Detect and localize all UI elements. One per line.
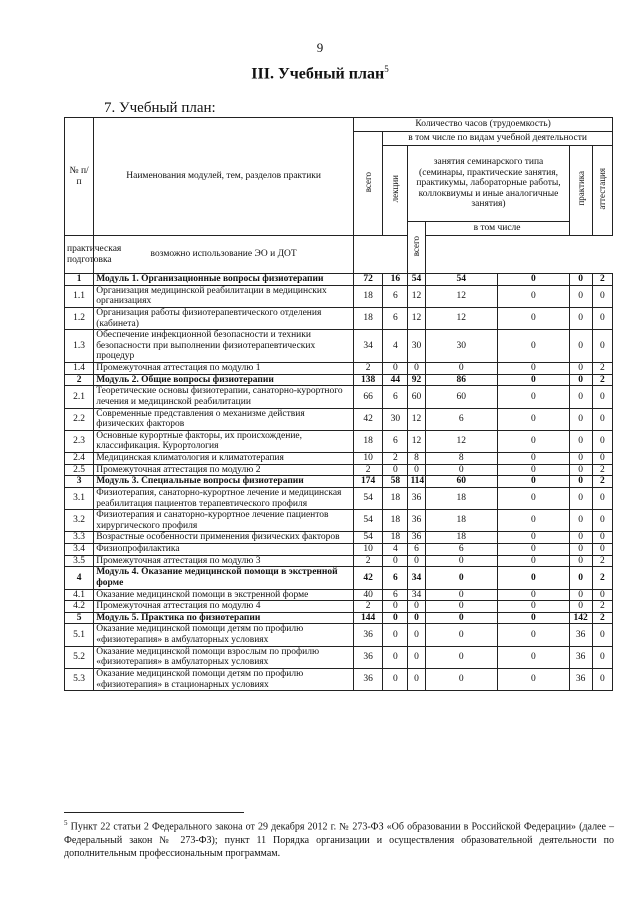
row-sem-total: 34 — [408, 589, 425, 601]
row-name: Модуль 2. Общие вопросы физиотерапии — [94, 374, 354, 386]
row-eo-dot: 0 — [498, 544, 570, 556]
table-row — [65, 601, 613, 613]
row-attestation: 2 — [592, 612, 612, 624]
table-row — [65, 668, 613, 690]
row-eo-dot: 0 — [498, 601, 570, 613]
row-name: Организация работы физиотерапевтического отделения (кабинета) — [94, 307, 354, 329]
footnote-text: Пункт 22 статьи 2 Федерального закона от 29 декабря 2012 г. № 273-ФЗ «Об образовании в Российской Федерации» (далее – Федеральный закон № 273-ФЗ); пункт 11 Порядка организации и осуществления образовательной деятельности по дополнительным профессиональным программам. — [64, 821, 615, 859]
row-practical-training: 18 — [425, 510, 498, 532]
row-practice: 0 — [569, 453, 592, 465]
row-practical-training: 54 — [425, 274, 498, 286]
row-sem-total: 8 — [408, 453, 425, 465]
section-title — [0, 64, 640, 83]
row-code: 1.1 — [65, 285, 94, 307]
row-practical-training: 0 — [425, 646, 498, 668]
row-lectures: 0 — [383, 646, 408, 668]
row-practice: 0 — [569, 555, 592, 567]
row-total: 66 — [354, 386, 383, 408]
row-total: 138 — [354, 374, 383, 386]
footnote-ref[interactable]: 5 — [384, 64, 389, 74]
row-total: 36 — [354, 668, 383, 690]
table-row — [65, 363, 613, 375]
row-sem-total: 0 — [408, 646, 425, 668]
table-row — [65, 386, 613, 408]
header-practice — [569, 146, 592, 236]
row-sem-total: 0 — [408, 363, 425, 375]
row-lectures: 0 — [383, 612, 408, 624]
row-lectures: 18 — [383, 510, 408, 532]
footnote-mark: 5 — [64, 819, 68, 827]
row-total: 174 — [354, 476, 383, 488]
row-attestation: 0 — [592, 430, 612, 452]
row-lectures: 18 — [383, 487, 408, 509]
row-attestation: 0 — [592, 544, 612, 556]
row-practical-training: 0 — [425, 363, 498, 375]
row-attestation: 0 — [592, 510, 612, 532]
row-name: Организация медицинской реабилитации в медицинских организациях — [94, 285, 354, 307]
row-practical-training: 8 — [425, 453, 498, 465]
row-lectures: 44 — [383, 374, 408, 386]
row-practice: 0 — [569, 510, 592, 532]
row-sem-total: 60 — [408, 386, 425, 408]
row-attestation: 2 — [592, 274, 612, 286]
row-lectures: 6 — [383, 430, 408, 452]
row-practice: 142 — [569, 612, 592, 624]
row-lectures: 0 — [383, 464, 408, 476]
row-attestation: 2 — [592, 476, 612, 488]
row-sem-total: 54 — [408, 274, 425, 286]
row-name: Промежуточная аттестация по модулю 3 — [94, 555, 354, 567]
header-total — [354, 132, 383, 236]
row-sem-total: 114 — [408, 476, 425, 488]
page-number: 9 — [316, 40, 324, 55]
row-eo-dot: 0 — [498, 532, 570, 544]
row-total: 2 — [354, 601, 383, 613]
table-body — [65, 274, 613, 691]
row-name: Оказание медицинской помощи детям по профилю «физиотерапия» в амбулаторных условиях — [94, 624, 354, 646]
row-practice: 0 — [569, 307, 592, 329]
row-eo-dot: 0 — [498, 510, 570, 532]
row-practical-training: 18 — [425, 532, 498, 544]
row-sem-total: 0 — [408, 464, 425, 476]
row-practice: 0 — [569, 532, 592, 544]
row-lectures: 16 — [383, 274, 408, 286]
row-code: 4.2 — [65, 601, 94, 613]
table-row — [65, 646, 613, 668]
table-row — [65, 589, 613, 601]
row-name: Физиотерапия, санаторно-курортное лечение и медицинская реабилитация пациентов терапевтического профиля — [94, 487, 354, 509]
table-row — [65, 285, 613, 307]
row-code: 3 — [65, 476, 94, 488]
row-sem-total: 34 — [408, 567, 425, 589]
row-practical-training: 86 — [425, 374, 498, 386]
row-code: 2.2 — [65, 408, 94, 430]
row-practical-training: 30 — [425, 330, 498, 363]
row-eo-dot: 0 — [498, 668, 570, 690]
row-practice: 36 — [569, 646, 592, 668]
row-code: 5 — [65, 612, 94, 624]
row-total: 42 — [354, 567, 383, 589]
row-code: 1.2 — [65, 307, 94, 329]
row-attestation: 0 — [592, 307, 612, 329]
row-lectures: 0 — [383, 601, 408, 613]
row-code: 5.2 — [65, 646, 94, 668]
row-lectures: 4 — [383, 544, 408, 556]
row-practice: 0 — [569, 476, 592, 488]
row-code: 2.5 — [65, 464, 94, 476]
table-row — [65, 510, 613, 532]
header-lectures-text: лекции — [390, 175, 401, 203]
row-code: 3.2 — [65, 510, 94, 532]
table-row — [65, 624, 613, 646]
row-practical-training: 0 — [425, 601, 498, 613]
row-practical-training: 60 — [425, 476, 498, 488]
header-lectures — [383, 146, 408, 236]
header-practice-text: практика — [575, 171, 586, 206]
header-by-type: в том числе по видам учебной деятельности — [383, 132, 613, 146]
row-practice: 0 — [569, 601, 592, 613]
row-total: 36 — [354, 624, 383, 646]
row-name: Оказание медицинской помощи в экстренной форме — [94, 589, 354, 601]
header-sem-total-text: всего — [411, 235, 422, 256]
table-row — [65, 374, 613, 386]
row-eo-dot: 0 — [498, 307, 570, 329]
row-total: 10 — [354, 544, 383, 556]
row-attestation: 0 — [592, 624, 612, 646]
row-eo-dot: 0 — [498, 555, 570, 567]
curriculum-table — [64, 117, 613, 691]
row-eo-dot: 0 — [498, 612, 570, 624]
row-name: Модуль 3. Специальные вопросы физиотерапии — [94, 476, 354, 488]
row-practical-training: 0 — [425, 555, 498, 567]
row-practice: 0 — [569, 363, 592, 375]
row-total: 10 — [354, 453, 383, 465]
row-code: 1 — [65, 274, 94, 286]
row-practical-training: 0 — [425, 589, 498, 601]
row-lectures: 0 — [383, 668, 408, 690]
header-including: в том числе — [425, 222, 569, 236]
row-name: Модуль 4. Оказание медицинской помощи в экстренной форме — [94, 567, 354, 589]
row-code: 4.1 — [65, 589, 94, 601]
row-practice: 36 — [569, 668, 592, 690]
row-practical-training: 0 — [425, 668, 498, 690]
row-practical-training: 0 — [425, 464, 498, 476]
row-code: 1.4 — [65, 363, 94, 375]
row-code: 2.4 — [65, 453, 94, 465]
row-name: Физиотерапия и санаторно-курортное лечение пациентов хирургического профиля — [94, 510, 354, 532]
header-practical-training: практическая подготовка — [65, 236, 94, 274]
row-code: 4 — [65, 567, 94, 589]
row-sem-total: 30 — [408, 330, 425, 363]
row-name: Промежуточная аттестация по модулю 1 — [94, 363, 354, 375]
row-attestation: 0 — [592, 487, 612, 509]
row-total: 2 — [354, 464, 383, 476]
row-practice: 0 — [569, 285, 592, 307]
table-row — [65, 430, 613, 452]
row-sem-total: 0 — [408, 601, 425, 613]
row-lectures: 18 — [383, 532, 408, 544]
row-sem-total: 0 — [408, 624, 425, 646]
row-lectures: 6 — [383, 307, 408, 329]
row-code: 5.3 — [65, 668, 94, 690]
row-practical-training: 0 — [425, 624, 498, 646]
table-row — [65, 274, 613, 286]
row-total: 36 — [354, 646, 383, 668]
row-eo-dot: 0 — [498, 430, 570, 452]
row-eo-dot: 0 — [498, 464, 570, 476]
row-name: Медицинская климатология и климатотерапия — [94, 453, 354, 465]
row-lectures: 6 — [383, 589, 408, 601]
row-name: Оказание медицинской помощи детям по профилю «физиотерапия» в стационарных условиях — [94, 668, 354, 690]
row-code: 5.1 — [65, 624, 94, 646]
row-practice: 0 — [569, 408, 592, 430]
table-row — [65, 487, 613, 509]
row-total: 34 — [354, 330, 383, 363]
row-name: Промежуточная аттестация по модулю 2 — [94, 464, 354, 476]
footnote — [64, 819, 614, 860]
row-sem-total: 0 — [408, 668, 425, 690]
row-total: 2 — [354, 555, 383, 567]
row-practical-training: 60 — [425, 386, 498, 408]
row-attestation: 0 — [592, 408, 612, 430]
row-total: 54 — [354, 487, 383, 509]
row-sem-total: 12 — [408, 408, 425, 430]
row-practical-training: 6 — [425, 544, 498, 556]
header-attestation — [592, 146, 612, 236]
row-total: 144 — [354, 612, 383, 624]
row-attestation: 2 — [592, 601, 612, 613]
row-lectures: 0 — [383, 555, 408, 567]
row-total: 18 — [354, 285, 383, 307]
row-sem-total: 36 — [408, 532, 425, 544]
header-sem-total — [408, 222, 425, 274]
table-row — [65, 464, 613, 476]
row-attestation: 0 — [592, 453, 612, 465]
table-row — [65, 453, 613, 465]
table-row — [65, 544, 613, 556]
row-practice: 0 — [569, 374, 592, 386]
row-total: 18 — [354, 430, 383, 452]
row-eo-dot: 0 — [498, 453, 570, 465]
row-name: Теоретические основы физиотерапии, санаторно-курортного лечения и медицинской реабилитации — [94, 386, 354, 408]
row-practice: 0 — [569, 589, 592, 601]
row-name: Оказание медицинской помощи взрослым по профилю «физиотерапия» в амбулаторных условиях — [94, 646, 354, 668]
row-lectures: 6 — [383, 386, 408, 408]
row-attestation: 2 — [592, 464, 612, 476]
table-row — [65, 408, 613, 430]
row-eo-dot: 0 — [498, 567, 570, 589]
row-practical-training: 0 — [425, 567, 498, 589]
row-practice: 0 — [569, 430, 592, 452]
header-total-text: всего — [363, 171, 374, 192]
row-sem-total: 92 — [408, 374, 425, 386]
row-eo-dot: 0 — [498, 589, 570, 601]
row-total: 42 — [354, 408, 383, 430]
row-total: 72 — [354, 274, 383, 286]
row-attestation: 2 — [592, 374, 612, 386]
table-row — [65, 555, 613, 567]
row-lectures: 2 — [383, 453, 408, 465]
row-eo-dot: 0 — [498, 408, 570, 430]
row-sem-total: 0 — [408, 555, 425, 567]
row-code: 3.4 — [65, 544, 94, 556]
row-name: Основные курортные факторы, их происхождение, классификация. Курортология — [94, 430, 354, 452]
row-eo-dot: 0 — [498, 386, 570, 408]
row-code: 3.3 — [65, 532, 94, 544]
table-row — [65, 307, 613, 329]
row-practice: 0 — [569, 274, 592, 286]
row-lectures: 4 — [383, 330, 408, 363]
row-practice: 36 — [569, 624, 592, 646]
row-eo-dot: 0 — [498, 487, 570, 509]
row-eo-dot: 0 — [498, 374, 570, 386]
row-practical-training: 0 — [425, 612, 498, 624]
row-practice: 0 — [569, 567, 592, 589]
table-row — [65, 330, 613, 363]
footnote-separator — [64, 812, 244, 813]
row-sem-total: 36 — [408, 510, 425, 532]
row-code: 2.3 — [65, 430, 94, 452]
row-eo-dot: 0 — [498, 274, 570, 286]
row-practice: 0 — [569, 487, 592, 509]
row-practical-training: 12 — [425, 285, 498, 307]
row-lectures: 0 — [383, 624, 408, 646]
row-total: 54 — [354, 510, 383, 532]
header-eo-dot: возможно использование ЭО и ДОТ — [94, 236, 354, 274]
row-attestation: 0 — [592, 532, 612, 544]
row-code: 3.5 — [65, 555, 94, 567]
row-sem-total: 36 — [408, 487, 425, 509]
table-row — [65, 532, 613, 544]
row-sem-total: 12 — [408, 430, 425, 452]
row-practice: 0 — [569, 464, 592, 476]
row-lectures: 30 — [383, 408, 408, 430]
row-eo-dot: 0 — [498, 624, 570, 646]
row-practice: 0 — [569, 330, 592, 363]
row-sem-total: 0 — [408, 612, 425, 624]
row-practical-training: 12 — [425, 307, 498, 329]
row-eo-dot: 0 — [498, 330, 570, 363]
row-eo-dot: 0 — [498, 285, 570, 307]
row-attestation: 0 — [592, 386, 612, 408]
row-attestation: 0 — [592, 646, 612, 668]
row-lectures: 58 — [383, 476, 408, 488]
row-name: Промежуточная аттестация по модулю 4 — [94, 601, 354, 613]
row-eo-dot: 0 — [498, 476, 570, 488]
header-attestation-text: аттестация — [597, 167, 608, 210]
row-sem-total: 12 — [408, 307, 425, 329]
row-practical-training: 12 — [425, 430, 498, 452]
row-code: 2 — [65, 374, 94, 386]
subtitle: 7. Учебный план: — [104, 100, 216, 116]
row-total: 40 — [354, 589, 383, 601]
table-row — [65, 567, 613, 589]
row-lectures: 0 — [383, 363, 408, 375]
row-eo-dot: 0 — [498, 363, 570, 375]
row-code: 2.1 — [65, 386, 94, 408]
header-name: Наименования модулей, тем, разделов практики — [94, 118, 354, 236]
table-row — [65, 476, 613, 488]
row-attestation: 0 — [592, 285, 612, 307]
row-sem-total: 6 — [408, 544, 425, 556]
row-attestation: 2 — [592, 567, 612, 589]
header-hours: Количество часов (трудоемкость) — [354, 118, 613, 132]
row-total: 2 — [354, 363, 383, 375]
section-title-text: III. Учебный план — [251, 65, 385, 83]
row-practical-training: 6 — [425, 408, 498, 430]
row-total: 18 — [354, 307, 383, 329]
header-seminars: занятия семинарского типа (семинары, практические занятия, практикумы, лабораторные работы, коллоквиумы и иные аналогичные занятия) — [408, 146, 569, 222]
row-name: Физиопрофилактика — [94, 544, 354, 556]
row-code: 1.3 — [65, 330, 94, 363]
row-attestation: 0 — [592, 330, 612, 363]
row-name: Современные представления о механизме действия физических факторов — [94, 408, 354, 430]
row-total: 54 — [354, 532, 383, 544]
row-lectures: 6 — [383, 567, 408, 589]
row-attestation: 0 — [592, 668, 612, 690]
row-name: Обеспечение инфекционной безопасности и техники безопасности при выполнении физиотерапевтических процедур — [94, 330, 354, 363]
header-num: № п/п — [65, 118, 94, 236]
table-row — [65, 612, 613, 624]
row-eo-dot: 0 — [498, 646, 570, 668]
row-attestation: 0 — [592, 589, 612, 601]
row-practice: 0 — [569, 386, 592, 408]
row-name: Возрастные особенности применения физических факторов — [94, 532, 354, 544]
row-attestation: 2 — [592, 555, 612, 567]
row-practice: 0 — [569, 544, 592, 556]
row-lectures: 6 — [383, 285, 408, 307]
row-sem-total: 12 — [408, 285, 425, 307]
row-name: Модуль 5. Практика по физиотерапии — [94, 612, 354, 624]
row-attestation: 2 — [592, 363, 612, 375]
row-name: Модуль 1. Организационные вопросы физиотерапии — [94, 274, 354, 286]
row-practical-training: 18 — [425, 487, 498, 509]
row-code: 3.1 — [65, 487, 94, 509]
